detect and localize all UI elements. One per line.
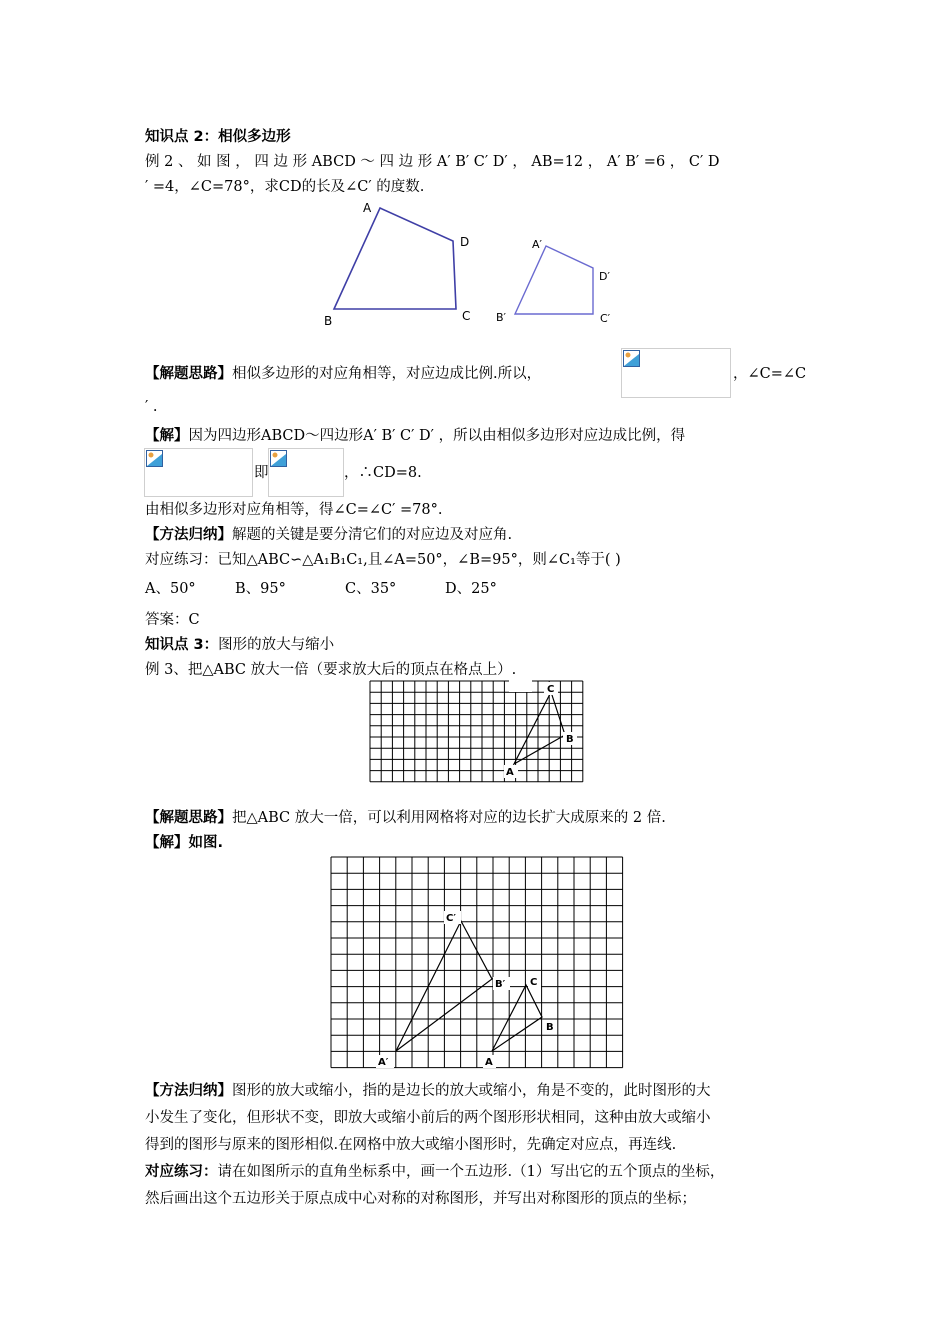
kp3-solution bbox=[145, 833, 223, 853]
label-D-prime: D′ bbox=[599, 270, 610, 283]
example-2-line1: 例 2 、 如 图 ， 四 边 形 ABCD ～ 四 边 形 A′ B′ C′ D′ ， AB=12 ， A′ B′ =6 ， C′ D bbox=[145, 154, 720, 170]
kp3-practice-line1 bbox=[145, 1162, 724, 1182]
label-B: B bbox=[324, 314, 333, 328]
thinking-text: 相似多边形的对应角相等，对应边成比例.所以， bbox=[232, 366, 542, 382]
option-a: A、50° bbox=[145, 581, 196, 597]
formula-image-2 bbox=[144, 448, 253, 497]
kp2-solution bbox=[145, 426, 685, 446]
solve-text: 因为四边形ABCD～四边形A′ B′ C′ D′ ，所以由相似多边形对应边成比例，得 bbox=[188, 428, 686, 444]
grid-lines bbox=[331, 857, 623, 1068]
example-2-line2: ′ =4，∠C=78°，求CD的长及∠C′ 的度数. bbox=[145, 179, 425, 195]
kp3-method-line2: 小发生了变化，但形状不变，即放大或缩小前后的两个图形形状相同，这种由放大或缩小 bbox=[145, 1110, 711, 1126]
solve-tag: 【解】 bbox=[145, 428, 189, 444]
kp2-practice: 对应练习：已知△ABC∽△A₁B₁C₁,且∠A=50°，∠B=95°，则∠C₁等于( ) bbox=[145, 552, 621, 568]
label-B-prime: B′ bbox=[496, 311, 507, 324]
label-A: A bbox=[363, 201, 372, 215]
kp3-title bbox=[145, 635, 334, 655]
grid2-label-B: B bbox=[546, 1022, 554, 1033]
kp2-method bbox=[145, 525, 512, 545]
label-C: C bbox=[462, 309, 471, 323]
grid-figure-original bbox=[360, 678, 586, 784]
grid1-label-B: B bbox=[566, 734, 574, 745]
kp3-thinking-text: 把△ABC 放大一倍，可以利用网格将对应的边长扩大成原来的 2 倍. bbox=[232, 810, 666, 826]
image-placeholder-icon bbox=[270, 450, 287, 467]
kp3-method-tag: 【方法归纳】 bbox=[145, 1083, 232, 1099]
option-b: B、95° bbox=[235, 581, 286, 597]
kp3-thinking-tag: 【解题思路】 bbox=[145, 810, 232, 826]
label-C-prime: C′ bbox=[600, 312, 611, 325]
grid1-label-A: A bbox=[506, 767, 514, 778]
kp2-thinking bbox=[145, 364, 541, 384]
similar-quadrilaterals-figure bbox=[310, 196, 630, 336]
kp2-title: 知识点 2：相似多边形 bbox=[145, 129, 291, 145]
quadrilateral-a1b1c1d1 bbox=[515, 246, 593, 314]
solve-tail: ，∴CD=8. bbox=[344, 465, 422, 481]
method-text: 解题的关键是要分清它们的对应边及对应角. bbox=[232, 527, 513, 543]
example-3: 例 3、把△ABC 放大一倍（要求放大后的顶点在格点上）. bbox=[145, 662, 517, 678]
grid-lines bbox=[370, 681, 583, 782]
triangle-abc-small bbox=[492, 985, 542, 1051]
kp3-practice-line2: 然后画出这个五边形关于原点成中心对称的对称图形，并写出对称图形的顶点的坐标； bbox=[145, 1191, 696, 1207]
grid2-label-C-prime: C′ bbox=[446, 913, 456, 924]
method-tag: 【方法归纳】 bbox=[145, 527, 232, 543]
triangle-abc bbox=[514, 692, 565, 764]
kp3-title-tag: 知识点 3： bbox=[145, 637, 219, 653]
kp3-solve-text: 如图. bbox=[188, 835, 224, 851]
kp3-practice-tag: 对应练习： bbox=[145, 1164, 218, 1180]
grid1-label-C: C bbox=[547, 684, 555, 695]
option-c: C、35° bbox=[345, 581, 397, 597]
image-placeholder-icon bbox=[146, 450, 163, 467]
image-placeholder-icon bbox=[623, 350, 640, 367]
kp2-answer: 答案：C bbox=[145, 612, 200, 628]
thinking-tag: 【解题思路】 bbox=[145, 366, 232, 382]
kp3-method-text: 图形的放大或缩小，指的是边长的放大或缩小，角是不变的，此时图形的大 bbox=[232, 1083, 711, 1099]
solve-mid: 即 bbox=[254, 465, 269, 481]
kp3-method-line1 bbox=[145, 1081, 711, 1101]
kp3-practice-text: 请在如图所示的直角坐标系中，画一个五边形.（1）写出它的五个顶点的坐标， bbox=[217, 1164, 725, 1180]
thinking-line2: ′ . bbox=[145, 399, 158, 415]
label-D: D bbox=[460, 235, 470, 249]
grid2-label-A: A bbox=[485, 1057, 493, 1068]
grid-figure-enlarged bbox=[328, 855, 628, 1073]
grid2-label-A-prime: A′ bbox=[378, 1057, 389, 1068]
kp3-solve-tag: 【解】 bbox=[145, 835, 189, 851]
formula-image-1 bbox=[621, 348, 731, 398]
option-d: D、25° bbox=[445, 581, 497, 597]
solve-line3: 由相似多边形对应角相等，得∠C=∠C′ =78°. bbox=[145, 502, 443, 518]
label-A-prime: A′ bbox=[532, 238, 543, 251]
kp3-method-line3: 得到的图形与原来的图形相似.在网格中放大或缩小图形时，先确定对应点，再连线. bbox=[145, 1137, 677, 1153]
kp3-title-text: 图形的放大与缩小 bbox=[218, 637, 335, 653]
grid2-label-B-prime: B′ bbox=[495, 979, 506, 990]
kp3-thinking bbox=[145, 808, 666, 828]
formula-image-3 bbox=[268, 448, 344, 497]
grid2-label-C: C bbox=[530, 977, 538, 988]
quadrilateral-abcd bbox=[334, 208, 456, 309]
thinking-tail: ，∠C=∠C bbox=[733, 366, 807, 382]
grid-mask bbox=[509, 680, 532, 692]
